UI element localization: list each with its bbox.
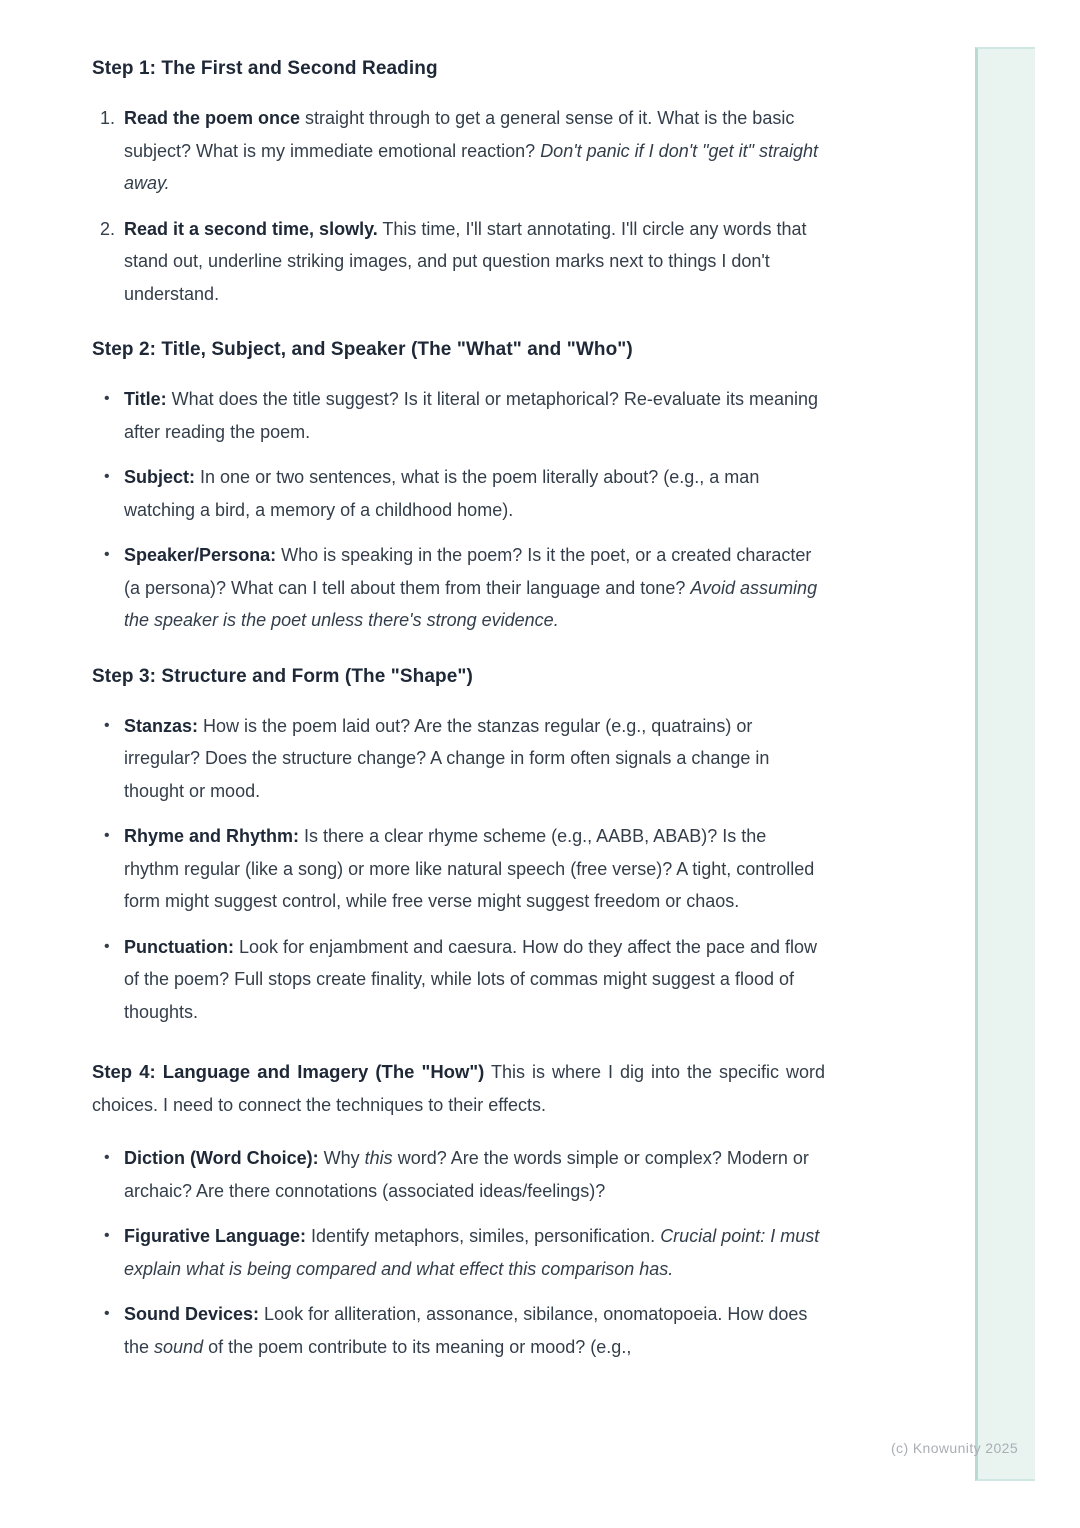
step-intro-paragraph: [92, 1056, 825, 1121]
text-normal: Who is speaking in the poem? Is it the poet, or a created character (a persona)? What can I tell about them from their language and tone?: [124, 545, 812, 598]
text-bold: Punctuation:: [124, 936, 234, 957]
bullet-icon: •: [104, 1305, 110, 1322]
text-bold: Read it a second time, slowly.: [124, 218, 378, 239]
list-item-text: [124, 461, 825, 526]
list-item: [92, 931, 825, 1029]
list-item-text: [124, 1298, 825, 1363]
step-heading-inline: Step 4: Language and Imagery (The "How"): [92, 1061, 485, 1082]
text-italic: sound: [154, 1336, 204, 1357]
list-item-text: [124, 710, 825, 808]
text-normal: This is where I dig into the specific word choices. I need to connect the techniques to their effects.: [92, 1062, 825, 1115]
bullet-icon: •: [104, 546, 110, 563]
section-step-3: [92, 665, 825, 1029]
bulleted-list: [92, 710, 825, 1029]
text-bold: Subject:: [124, 467, 196, 487]
list-number: 1.: [100, 108, 116, 128]
step-heading: Step 1: The First and Second Reading: [92, 58, 438, 79]
text-normal: What does the title suggest? Is it literal or metaphorical? Re-evaluate its meaning after reading the poem.: [124, 389, 819, 442]
text-italic: Don't panic if I don't "get it" straight away.: [124, 140, 818, 193]
section-step-2: [92, 338, 825, 637]
bullet-icon: •: [104, 937, 110, 955]
text-normal: Look for alliteration, assonance, sibilance, onomatopoeia. How does the: [124, 1304, 808, 1357]
step-heading: Step 3: Structure and Form (The "Shape"): [92, 665, 473, 687]
list-number: 2.: [100, 218, 116, 239]
list-item-text: [124, 383, 825, 448]
page-edge-accent-bar: [975, 47, 1035, 1481]
list-item: [92, 1298, 825, 1363]
text-bold: Rhyme and Rhythm:: [124, 826, 300, 846]
bullet-icon: •: [104, 1227, 110, 1244]
list-item: [92, 213, 825, 311]
text-normal: In one or two sentences, what is the poem literally about? (e.g., a man watching a bird, a memory of a childhood home).: [124, 467, 760, 520]
list-item: [92, 102, 825, 200]
text-bold: Diction (Word Choice):: [124, 1148, 319, 1168]
text-bold: Speaker/Persona:: [124, 545, 277, 565]
text-normal: of the poem contribute to its meaning or mood? (e.g.,: [203, 1336, 632, 1357]
bullet-icon: •: [104, 1149, 110, 1166]
bullet-icon: •: [104, 390, 110, 407]
text-normal: straight through to get a general sense of it. What is the basic subject? What is my immediate emotional reaction?: [124, 108, 795, 161]
section-step-1: [92, 57, 825, 310]
text-bold: Sound Devices:: [124, 1304, 260, 1324]
list-item-text: [124, 213, 825, 311]
text-normal: Is there a clear rhyme scheme (e.g., AABB, ABAB)? Is the rhythm regular (like a song) or more like natural speech (free verse)? A tight, controlled form might suggest control, while free verse might suggest freedom or chaos.: [124, 826, 815, 911]
list-item: [92, 1220, 825, 1285]
ordered-list: [92, 102, 825, 310]
text-normal: Look for enjambment and caesura. How do they affect the pace and flow of the poem? Full stops create finality, while lots of commas might suggest a flood of thoughts.: [124, 936, 818, 1022]
text-bold: Stanzas:: [124, 715, 199, 736]
list-item-text: [124, 1220, 825, 1285]
bullet-icon: •: [104, 468, 110, 485]
text-normal: Why: [318, 1148, 365, 1168]
list-item-text: [124, 1142, 825, 1207]
watermark: (c) Knowunity 2025: [891, 1440, 1019, 1456]
text-bold: Figurative Language:: [124, 1226, 307, 1246]
list-item: [92, 820, 825, 918]
list-item: [92, 383, 825, 448]
text-italic: Crucial point: I must explain what is being compared and what effect this comparison has.: [124, 1226, 820, 1279]
text-normal: This time, I'll start annotating. I'll circle any words that stand out, underline striking images, and put question marks next to things I don't understand.: [124, 218, 807, 304]
text-normal: word? Are the words simple or complex? Modern or archaic? Are there connotations (associated ideas/feelings)?: [124, 1148, 809, 1201]
bulleted-list: [92, 1142, 825, 1363]
list-item-text: [124, 539, 825, 637]
text-bold: Read the poem once: [124, 108, 301, 128]
bulleted-list: [92, 383, 825, 637]
list-item: [92, 1142, 825, 1207]
text-bold: Title:: [124, 389, 167, 409]
text-normal: Identify metaphors, similes, personification.: [306, 1226, 661, 1246]
text-normal: How is the poem laid out? Are the stanzas regular (e.g., quatrains) or irregular? Does the structure change? A change in form often signals a change in thought or mood.: [124, 715, 770, 801]
list-item: [92, 539, 825, 637]
list-item: [92, 461, 825, 526]
bullet-icon: •: [104, 827, 110, 844]
bullet-icon: •: [104, 716, 110, 734]
list-item-text: [124, 931, 825, 1029]
step-heading: Step 2: Title, Subject, and Speaker (The "What" and "Who"): [92, 339, 633, 360]
list-item-text: [124, 102, 825, 200]
list-item: [92, 710, 825, 808]
text-italic: Avoid assuming the speaker is the poet unless there's strong evidence.: [124, 577, 818, 630]
document-body: [92, 0, 825, 1363]
list-item-text: [124, 820, 825, 918]
text-italic: this: [364, 1148, 393, 1168]
section-step-4: [92, 1056, 825, 1363]
